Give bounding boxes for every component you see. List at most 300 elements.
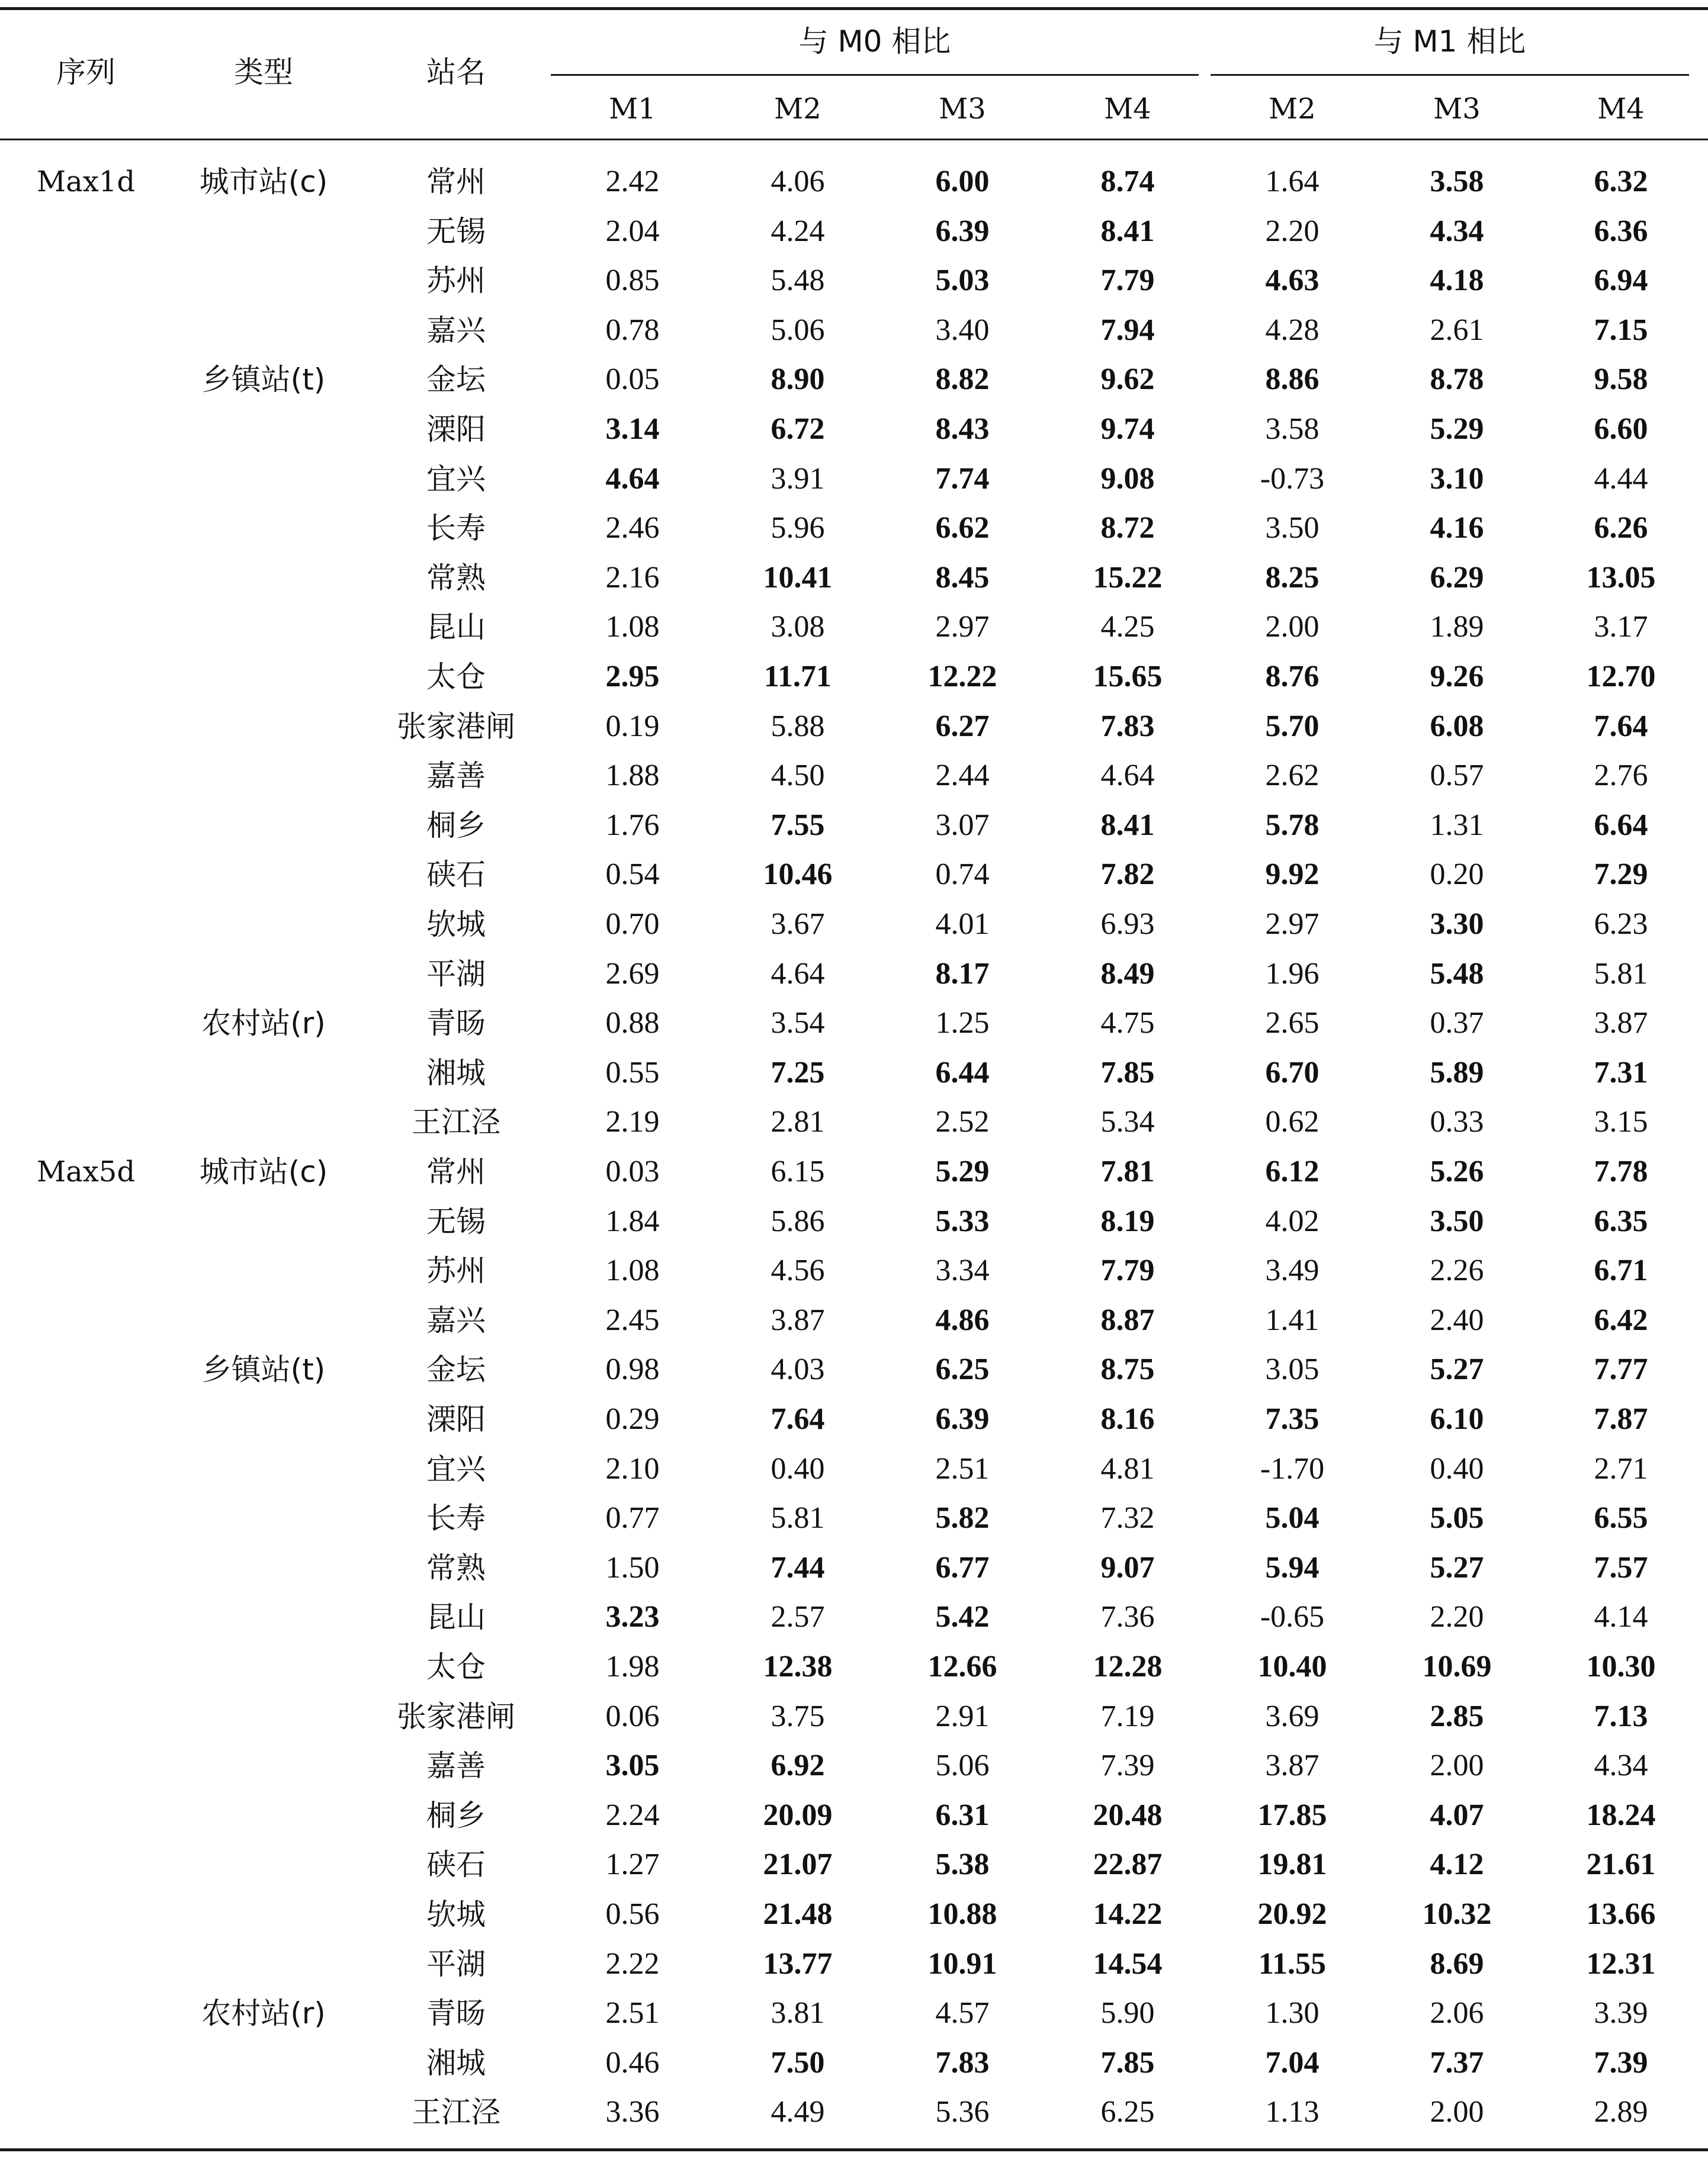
row-station: 张家港闸	[397, 1699, 515, 1734]
row-value: 2.06	[1430, 1996, 1484, 2030]
row-value: 13.05	[1586, 561, 1656, 595]
row-station: 太仓	[426, 660, 486, 694]
row-value: 5.34	[1100, 1105, 1155, 1139]
row-value: 6.15	[770, 1155, 825, 1188]
row-type	[178, 554, 349, 602]
row-type	[178, 1544, 349, 1592]
row-value: 7.29	[1594, 857, 1648, 891]
row-value: 6.94	[1594, 264, 1648, 297]
row-value: 12.28	[1093, 1650, 1163, 1683]
row-value: 5.82	[935, 1501, 990, 1535]
row-station: 溧阳	[426, 412, 486, 446]
row-station: 湘城	[426, 1056, 486, 1090]
header-group-m0: 与 M0 相比	[798, 24, 951, 59]
row-series	[27, 1049, 145, 1097]
row-value: 7.15	[1594, 313, 1648, 347]
row-value: 7.79	[1100, 1254, 1155, 1287]
row-value: 9.08	[1100, 462, 1155, 496]
row-type	[178, 1396, 349, 1443]
row-type	[178, 1247, 349, 1294]
row-value: 7.55	[770, 808, 825, 842]
row-value: 2.46	[605, 511, 660, 545]
row-value: 8.90	[770, 362, 825, 396]
row-value: 4.07	[1430, 1798, 1484, 1832]
row-value: 1.84	[605, 1204, 660, 1238]
row-value: 3.69	[1265, 1699, 1319, 1733]
row-station: 昆山	[426, 610, 486, 644]
row-value: 10.88	[927, 1897, 997, 1931]
row-station: 常熟	[426, 1551, 486, 1585]
row-station: 长寿	[426, 511, 486, 545]
row-value: 3.34	[935, 1254, 990, 1287]
row-value: 0.03	[605, 1155, 660, 1188]
row-station: 硖石	[426, 1848, 486, 1882]
row-value: 4.86	[935, 1303, 990, 1337]
row-value: 2.42	[605, 165, 660, 198]
row-series	[27, 505, 145, 552]
row-value: 12.66	[927, 1650, 997, 1683]
row-value: 13.77	[763, 1947, 833, 1981]
row-value: 1.27	[605, 1848, 660, 1881]
row-series	[27, 2089, 145, 2136]
row-value: 8.87	[1100, 1303, 1155, 1337]
row-value: 3.36	[605, 2095, 660, 2129]
row-value: 7.50	[770, 2046, 825, 2080]
row-series	[27, 1643, 145, 1691]
row-value: 14.22	[1093, 1897, 1163, 1931]
row-series	[27, 1544, 145, 1592]
row-type	[178, 950, 349, 998]
row-station: 张家港闸	[397, 709, 515, 744]
row-type	[178, 802, 349, 849]
row-value: 5.88	[770, 709, 825, 743]
row-value: 5.48	[1430, 957, 1484, 991]
row-value: 7.64	[770, 1402, 825, 1436]
row-value: 0.19	[605, 709, 660, 743]
row-value: 4.25	[1100, 610, 1155, 644]
row-value: 3.14	[605, 412, 660, 446]
row-value: 7.19	[1100, 1699, 1155, 1733]
row-series	[27, 1742, 145, 1789]
row-value: 21.61	[1586, 1848, 1656, 1881]
row-value: 2.00	[1265, 610, 1319, 644]
row-value: 9.74	[1100, 412, 1155, 446]
row-value: 4.50	[770, 759, 825, 792]
row-value: 3.75	[770, 1699, 825, 1733]
row-value: 5.94	[1265, 1551, 1319, 1585]
row-value: 10.91	[927, 1947, 997, 1981]
row-value: 3.08	[770, 610, 825, 644]
row-value: 0.70	[605, 907, 660, 941]
row-value: 8.72	[1100, 511, 1155, 545]
row-value: 6.12	[1265, 1155, 1319, 1188]
row-value: 1.64	[1265, 165, 1319, 198]
row-value: 6.23	[1594, 907, 1648, 941]
row-value: 17.85	[1257, 1798, 1327, 1832]
row-value: 7.87	[1594, 1402, 1648, 1436]
row-value: 3.15	[1594, 1105, 1648, 1139]
row-value: 0.74	[935, 857, 990, 891]
row-station: 平湖	[426, 1947, 486, 1981]
row-value: 5.29	[935, 1155, 990, 1188]
row-station: 宜兴	[426, 462, 486, 496]
row-value: 6.44	[935, 1056, 990, 1090]
row-value: 7.85	[1100, 2046, 1155, 2080]
row-value: 8.45	[935, 561, 990, 595]
row-value: 4.57	[935, 1996, 990, 2030]
row-value: -0.65	[1260, 1600, 1325, 1634]
row-value: 1.41	[1265, 1303, 1319, 1337]
row-value: 5.33	[935, 1204, 990, 1238]
row-value: 5.06	[935, 1749, 990, 1782]
row-value: 7.77	[1594, 1352, 1648, 1386]
header-m0-m2: M2	[774, 92, 821, 126]
row-type	[178, 1841, 349, 1888]
row-type	[178, 208, 349, 255]
row-value: 0.55	[605, 1056, 660, 1090]
row-value: 5.86	[770, 1204, 825, 1238]
row-value: 8.86	[1265, 362, 1319, 396]
row-value: 2.61	[1430, 313, 1484, 347]
row-type	[178, 1495, 349, 1542]
row-type	[178, 851, 349, 898]
row-series	[27, 1098, 145, 1146]
row-value: 4.16	[1430, 511, 1484, 545]
row-type	[178, 2039, 349, 2087]
row-value: 10.40	[1257, 1650, 1327, 1683]
row-value: 22.87	[1093, 1848, 1163, 1881]
row-value: 3.49	[1265, 1254, 1319, 1287]
row-station: 昆山	[426, 1600, 486, 1634]
row-value: 2.76	[1594, 759, 1648, 792]
row-type	[178, 2089, 349, 2136]
row-type	[178, 505, 349, 552]
row-value: 18.24	[1586, 1798, 1656, 1832]
row-type: 农村站(r)	[201, 1006, 326, 1040]
row-station: 王江泾	[412, 2095, 500, 2129]
header-bottom-rule	[0, 139, 1708, 140]
row-value: 6.00	[935, 165, 990, 198]
row-value: 5.27	[1430, 1352, 1484, 1386]
row-value: 0.77	[605, 1501, 660, 1535]
row-value: 9.26	[1430, 660, 1484, 693]
row-value: 6.71	[1594, 1254, 1648, 1287]
row-series	[27, 1940, 145, 1988]
row-value: 7.81	[1100, 1155, 1155, 1188]
row-type	[178, 1098, 349, 1146]
row-value: 7.85	[1100, 1056, 1155, 1090]
row-value: 2.24	[605, 1798, 660, 1832]
row-value: 10.69	[1422, 1650, 1492, 1683]
row-station: 无锡	[426, 1204, 486, 1239]
row-value: 10.30	[1586, 1650, 1656, 1683]
row-value: 1.13	[1265, 2095, 1319, 2129]
row-value: 4.56	[770, 1254, 825, 1287]
row-value: 4.44	[1594, 462, 1648, 496]
row-type: 城市站(c)	[199, 165, 328, 199]
row-value: 1.96	[1265, 957, 1319, 991]
row-value: 6.77	[935, 1551, 990, 1585]
group-rule-m1	[1211, 74, 1689, 76]
row-value: 8.78	[1430, 362, 1484, 396]
row-series	[27, 703, 145, 750]
row-value: 8.16	[1100, 1402, 1155, 1436]
row-value: 3.10	[1430, 462, 1484, 496]
row-station: 湘城	[426, 2046, 486, 2080]
row-value: 1.25	[935, 1006, 990, 1040]
row-value: 7.37	[1430, 2046, 1484, 2080]
row-station: 嘉善	[426, 759, 486, 793]
row-type	[178, 603, 349, 651]
row-value: 4.14	[1594, 1600, 1648, 1634]
row-value: 4.75	[1100, 1006, 1155, 1040]
row-type	[178, 1891, 349, 1938]
row-value: 8.74	[1100, 165, 1155, 198]
row-station: 青旸	[426, 1006, 486, 1040]
row-value: 5.96	[770, 511, 825, 545]
row-value: 9.62	[1100, 362, 1155, 396]
row-series	[27, 1198, 145, 1245]
row-series	[27, 1297, 145, 1344]
row-series	[27, 1841, 145, 1888]
row-value: 0.05	[605, 362, 660, 396]
row-value: 6.25	[1100, 2095, 1155, 2129]
row-value: 2.57	[770, 1600, 825, 1634]
row-series	[27, 1593, 145, 1641]
row-station: 嘉兴	[426, 313, 486, 348]
row-value: 6.60	[1594, 412, 1648, 446]
row-value: 6.92	[770, 1749, 825, 1782]
row-value: 2.89	[1594, 2095, 1648, 2129]
row-value: 8.76	[1265, 660, 1319, 693]
row-value: 8.75	[1100, 1352, 1155, 1386]
row-value: 5.90	[1100, 1996, 1155, 2030]
row-type	[178, 1445, 349, 1493]
row-value: 6.35	[1594, 1204, 1648, 1238]
row-station: 长寿	[426, 1501, 486, 1535]
row-value: 1.30	[1265, 1996, 1319, 2030]
row-value: 3.05	[1265, 1352, 1319, 1386]
row-station: 金坛	[426, 1352, 486, 1387]
row-value: 6.27	[935, 709, 990, 743]
row-type: 乡镇站(t)	[201, 1352, 326, 1387]
row-value: 1.31	[1430, 808, 1484, 842]
row-type	[178, 1792, 349, 1839]
row-value: 6.62	[935, 511, 990, 545]
row-value: 1.08	[605, 1254, 660, 1287]
row-value: 0.20	[1430, 857, 1484, 891]
row-type	[178, 307, 349, 354]
row-type	[178, 1693, 349, 1740]
row-series	[27, 2039, 145, 2087]
row-value: 6.36	[1594, 214, 1648, 248]
header-m0-m3: M3	[939, 92, 986, 126]
row-station: 太仓	[426, 1650, 486, 1684]
row-type	[178, 1643, 349, 1691]
row-value: 2.10	[605, 1452, 660, 1486]
row-value: 20.92	[1257, 1897, 1327, 1931]
header-m0-m4: M4	[1104, 92, 1151, 126]
group-rule-m0	[551, 74, 1199, 76]
row-value: 0.56	[605, 1897, 660, 1931]
row-series	[27, 802, 145, 849]
row-station: 苏州	[426, 1254, 486, 1288]
row-value: 15.22	[1093, 561, 1163, 595]
row-value: 5.48	[770, 264, 825, 297]
row-series	[27, 1891, 145, 1938]
row-type	[178, 901, 349, 948]
row-value: 5.42	[935, 1600, 990, 1634]
row-value: 2.00	[1430, 1749, 1484, 1782]
row-type	[178, 257, 349, 304]
header-series: 序列	[56, 55, 115, 89]
row-value: 8.19	[1100, 1204, 1155, 1238]
row-value: 3.58	[1430, 165, 1484, 198]
row-value: 7.44	[770, 1551, 825, 1585]
row-type	[178, 703, 349, 750]
row-value: 2.95	[605, 660, 660, 693]
row-value: 5.06	[770, 313, 825, 347]
row-value: 0.33	[1430, 1105, 1484, 1139]
row-value: 2.81	[770, 1105, 825, 1139]
row-value: 12.31	[1586, 1947, 1656, 1981]
row-value: 8.69	[1430, 1947, 1484, 1981]
row-value: 2.71	[1594, 1452, 1648, 1486]
row-series	[27, 1445, 145, 1493]
row-station: 桐乡	[426, 808, 486, 843]
row-value: 7.39	[1100, 1749, 1155, 1782]
row-value: 2.62	[1265, 759, 1319, 792]
row-station: 溧阳	[426, 1402, 486, 1437]
row-value: 6.42	[1594, 1303, 1648, 1337]
row-value: 3.05	[605, 1749, 660, 1782]
row-value: -1.70	[1260, 1452, 1325, 1486]
row-value: 7.31	[1594, 1056, 1648, 1090]
row-station: 欤城	[426, 1897, 486, 1932]
row-station: 无锡	[426, 214, 486, 249]
row-value: 10.46	[763, 857, 833, 891]
header-station: 站名	[426, 55, 486, 89]
row-value: 5.36	[935, 2095, 990, 2129]
row-value: 6.55	[1594, 1501, 1648, 1535]
row-type	[178, 1198, 349, 1245]
row-value: 7.74	[935, 462, 990, 496]
row-value: 2.51	[935, 1452, 990, 1486]
row-series	[27, 356, 145, 403]
row-value: 3.40	[935, 313, 990, 347]
row-value: 4.18	[1430, 264, 1484, 297]
header-m0-m1: M1	[609, 92, 656, 126]
row-value: 0.06	[605, 1699, 660, 1733]
row-value: 7.35	[1265, 1402, 1319, 1436]
row-value: 6.32	[1594, 165, 1648, 198]
row-value: 20.48	[1093, 1798, 1163, 1832]
row-value: 11.71	[763, 660, 832, 693]
row-value: 6.26	[1594, 511, 1648, 545]
bottom-rule	[0, 2148, 1708, 2151]
row-series	[27, 1693, 145, 1740]
row-value: 6.70	[1265, 1056, 1319, 1090]
row-type	[178, 1940, 349, 1988]
row-value: 6.08	[1430, 709, 1484, 743]
row-value: 10.41	[763, 561, 833, 595]
row-series	[27, 950, 145, 998]
row-value: 4.34	[1594, 1749, 1648, 1782]
row-value: 5.81	[770, 1501, 825, 1535]
row-value: 1.98	[605, 1650, 660, 1683]
row-value: 7.79	[1100, 264, 1155, 297]
row-value: 1.76	[605, 808, 660, 842]
row-value: 6.10	[1430, 1402, 1484, 1436]
header-group-m1: 与 M1 相比	[1373, 24, 1526, 59]
row-value: 2.26	[1430, 1254, 1484, 1287]
row-station: 常州	[426, 1155, 486, 1189]
row-value: 7.25	[770, 1056, 825, 1090]
row-value: 0.46	[605, 2046, 660, 2080]
row-value: 2.69	[605, 957, 660, 991]
row-series	[27, 1000, 145, 1047]
row-value: 4.01	[935, 907, 990, 941]
row-value: 21.48	[763, 1897, 833, 1931]
row-value: 2.22	[605, 1947, 660, 1981]
row-value: 1.88	[605, 759, 660, 792]
header-m1-m4: M4	[1597, 92, 1645, 126]
row-type	[178, 653, 349, 701]
row-value: 4.34	[1430, 214, 1484, 248]
row-series: Max1d	[36, 165, 136, 198]
row-value: 3.39	[1594, 1996, 1648, 2030]
row-series	[27, 653, 145, 701]
row-value: 3.87	[770, 1303, 825, 1337]
row-station: 青旸	[426, 1996, 486, 2031]
row-value: 2.19	[605, 1105, 660, 1139]
row-type	[178, 1593, 349, 1641]
row-type: 农村站(r)	[201, 1996, 326, 2031]
row-value: 19.81	[1257, 1848, 1327, 1881]
row-type	[178, 1742, 349, 1789]
row-value: 4.06	[770, 165, 825, 198]
row-station: 宜兴	[426, 1452, 486, 1486]
row-value: 6.72	[770, 412, 825, 446]
row-value: 9.07	[1100, 1551, 1155, 1585]
row-series	[27, 1396, 145, 1443]
row-value: 5.27	[1430, 1551, 1484, 1585]
row-value: 5.04	[1265, 1501, 1319, 1535]
row-value: 2.40	[1430, 1303, 1484, 1337]
row-value: 2.91	[935, 1699, 990, 1733]
row-value: 0.40	[1430, 1452, 1484, 1486]
row-value: 7.13	[1594, 1699, 1648, 1733]
row-station: 苏州	[426, 264, 486, 298]
row-value: 12.22	[927, 660, 997, 693]
row-value: 3.17	[1594, 610, 1648, 644]
row-series	[27, 1247, 145, 1294]
row-type: 乡镇站(t)	[201, 362, 326, 397]
row-value: 3.30	[1430, 907, 1484, 941]
row-value: 7.32	[1100, 1501, 1155, 1535]
row-value: 6.39	[935, 214, 990, 248]
row-value: 3.58	[1265, 412, 1319, 446]
row-value: -0.73	[1260, 462, 1325, 496]
row-station: 欤城	[426, 907, 486, 942]
row-type	[178, 1049, 349, 1097]
row-value: 11.55	[1258, 1947, 1327, 1981]
row-series	[27, 851, 145, 898]
row-station: 平湖	[426, 957, 486, 991]
row-value: 2.04	[605, 214, 660, 248]
row-value: 7.39	[1594, 2046, 1648, 2080]
row-value: 5.78	[1265, 808, 1319, 842]
